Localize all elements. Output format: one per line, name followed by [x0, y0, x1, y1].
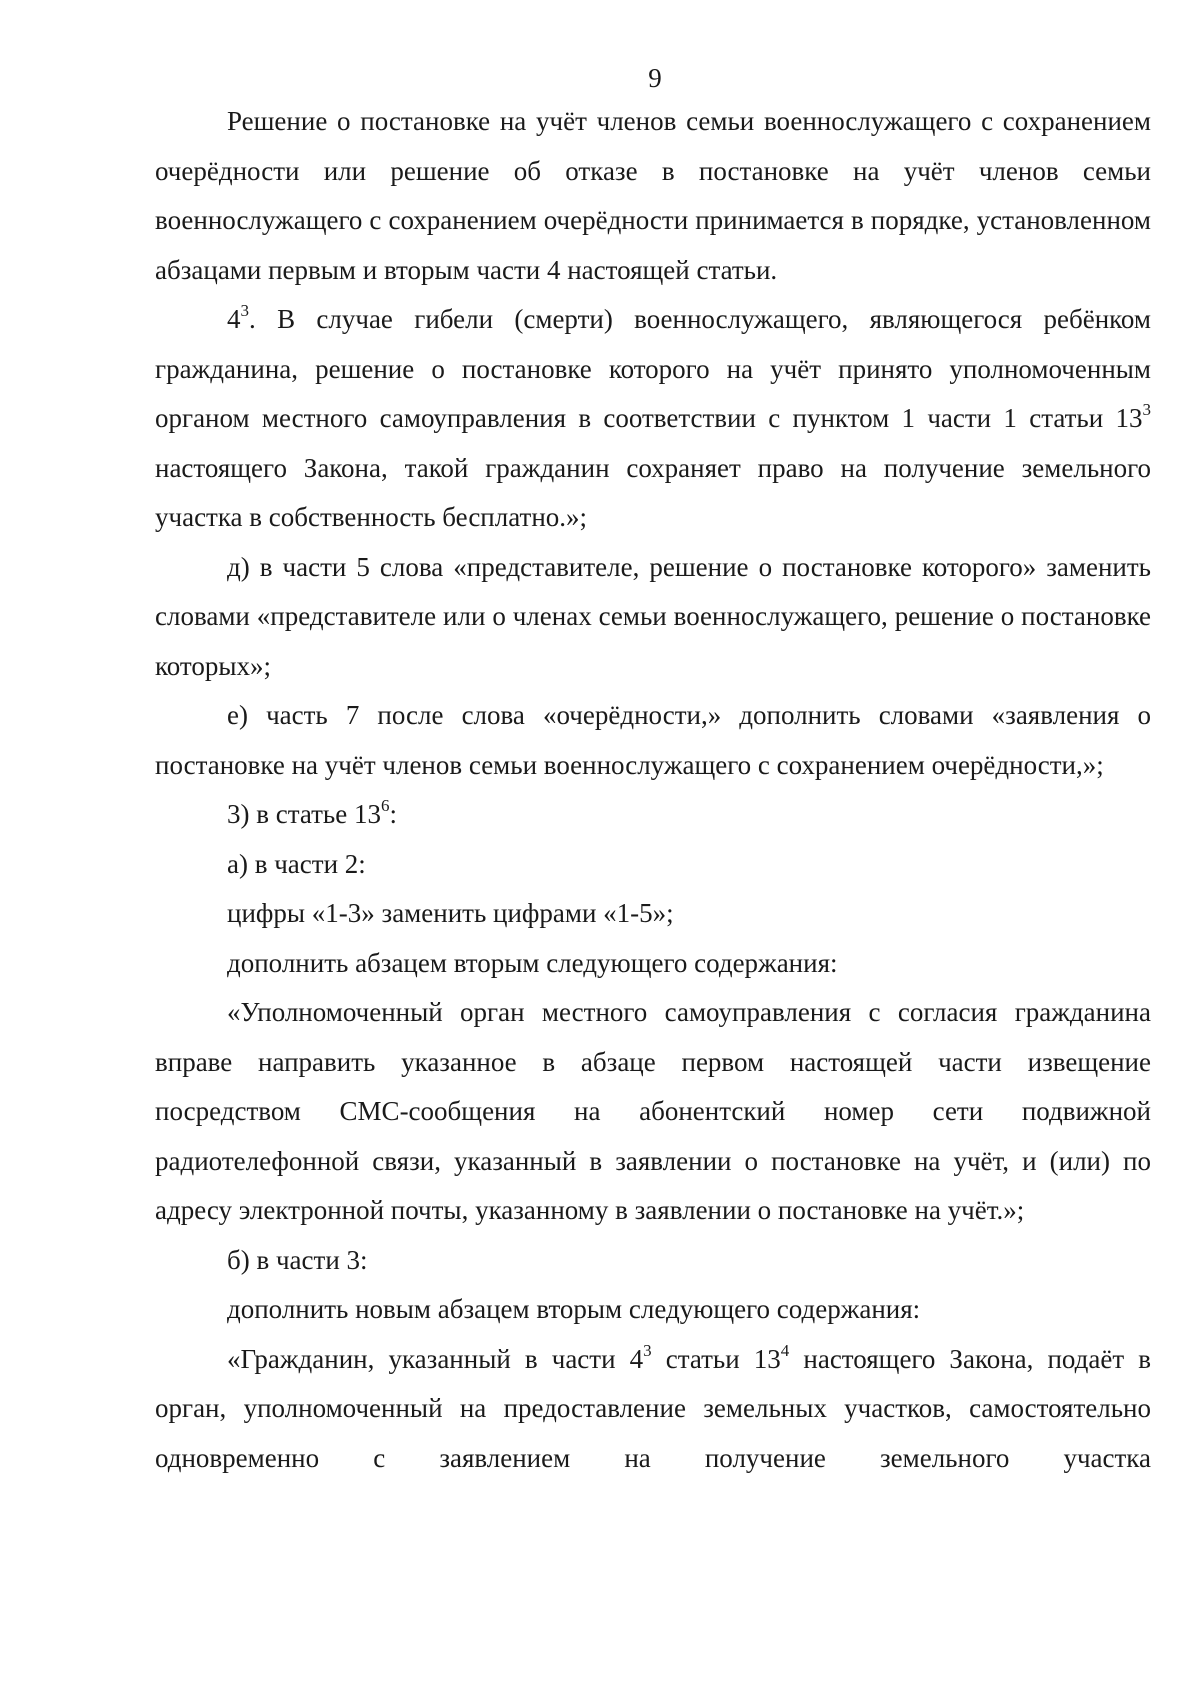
superscript-index: 3 [240, 301, 249, 320]
paragraph-text: : [389, 799, 397, 829]
paragraph-text: б) в части 3: [227, 1244, 368, 1275]
paragraph-text: 4 [227, 304, 241, 334]
paragraph-authorized-body [155, 988, 1151, 1236]
superscript-index: 3 [1142, 400, 1151, 419]
paragraph-e [155, 691, 1151, 790]
page-number: 9 [648, 63, 662, 93]
paragraph-add-second [155, 939, 1151, 989]
paragraph-decision [155, 97, 1151, 295]
superscript-index: 6 [380, 796, 390, 815]
paragraph-text: «Гражданин, указанный в части 4 [227, 1343, 644, 1374]
document-body [155, 97, 1151, 1483]
paragraph-text: настоящего Закона, такой гражданин сохраняет право на получение земельного участка в собственность бесплатно.»; [155, 452, 1151, 532]
paragraph-text: статьи 13 [651, 1343, 781, 1374]
superscript-index: 4 [780, 1340, 790, 1360]
paragraph-text: Решение о постановке на учёт членов семьи военнослужащего с сохранением очерёдности или решение об отказе в постановке на учёт членов семьи военнослужащего с сохранением очерёдности принимается в порядке, установленном абзацами первым и вторым части 4 настоящей статьи. [155, 106, 1151, 285]
paragraph-a [155, 840, 1151, 890]
paragraph-text: 3) в статье 13 [227, 799, 381, 829]
paragraph-text: цифры «1-3» заменить цифрами «1-5»; [227, 898, 674, 928]
paragraph-digits [155, 889, 1151, 939]
paragraph-add-new-second [155, 1285, 1151, 1335]
paragraph-b [155, 1236, 1151, 1286]
paragraph-text: д) в части 5 слова «представителе, решение о постановке которого» заменить словами «представителе или о членах семьи военнослужащего, решение о постановке которых»; [155, 551, 1151, 681]
paragraph-d [155, 543, 1151, 692]
paragraph-text: дополнить новым абзацем вторым следующего содержания: [227, 1294, 921, 1324]
paragraph-text: . В случае гибели (смерти) военнослужащего, являющегося ребёнком гражданина, решение о постановке которого на учёт принято уполномоченным органом местного самоуправления в соответствии с пунктом 1 части 1 статьи 13 [155, 304, 1151, 433]
superscript-index: 3 [643, 1340, 652, 1360]
paragraph-4-3 [155, 295, 1151, 543]
paragraph-text: а) в части 2: [227, 848, 366, 879]
paragraph-text: «Уполномоченный орган местного самоуправления с согласия гражданина вправе направить указанное в абзаце первом настоящей части извещение посредством СМС-сообщения на абонентский номер сети подвижной радиотелефонной связи, указанный в заявлении о постановке на учёт, и (или) по адресу электронной почты, указанному в заявлении о постановке на учёт.»; [155, 997, 1151, 1225]
paragraph-text: дополнить абзацем вторым следующего содержания: [227, 947, 838, 978]
paragraph-3-article [155, 790, 1151, 840]
paragraph-citizen [155, 1335, 1151, 1484]
paragraph-text: е) часть 7 после слова «очерёдности,» дополнить словами «заявления о постановке на учёт членов семьи военнослужащего с сохранением очерёдности,»; [155, 700, 1151, 780]
paragraph-text: настоящего Закона, подаёт в орган, уполномоченный на предоставление земельных участков, самостоятельно одновременно с заявлением на получение земельного участка [155, 1343, 1151, 1473]
